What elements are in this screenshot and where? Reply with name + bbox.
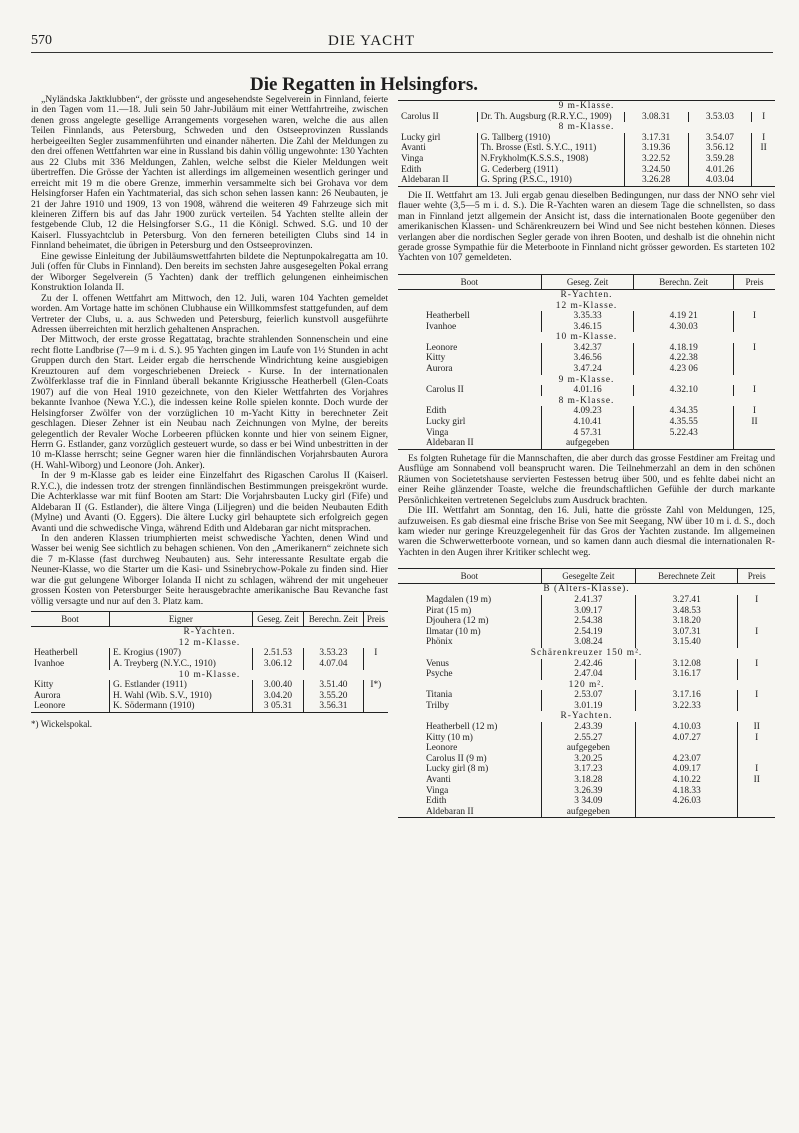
prize: I bbox=[733, 311, 775, 322]
sailed-time: 3.08.31 bbox=[624, 112, 688, 123]
owner: K. Södermann (1910) bbox=[110, 701, 253, 712]
section-heading-row bbox=[31, 638, 388, 649]
right-para-1 bbox=[398, 191, 775, 264]
corrected-time: 3.48.53 bbox=[635, 606, 737, 617]
boat-name: Aurora bbox=[426, 364, 453, 375]
corrected-time: 3.54.07 bbox=[688, 133, 752, 144]
sailed-time: 2.43.39 bbox=[541, 722, 635, 733]
table-row bbox=[398, 343, 775, 354]
sailed-time: 2.54.38 bbox=[541, 616, 635, 627]
section-heading: 8 m-Klasse. bbox=[558, 395, 615, 406]
section-heading-row bbox=[31, 627, 388, 638]
owner: H. Wahl (Wib. S.V., 1910) bbox=[110, 691, 253, 702]
page-number: 570 bbox=[31, 33, 52, 48]
prize: I bbox=[733, 385, 775, 396]
paragraph: Es folgten Ruhetage für die Mannschaften, die aber durch das grosse Festdiner am Freitag und Ausflüge am Sonnabend voll beansprucht waren. Die Teilnehmerzahl an dem in den schönen Räumen von Societetshause servierten Festessen betrug über 500, und es fehlte dabei nicht an einer Reihe glänzender Toaste, welche die freundschaftlichen Gefühle der durch markante Persönlichkeiten vertretenen Segelclubs zum Ausdruck brachten. bbox=[398, 452, 775, 506]
boat-name: Ivanhoe bbox=[34, 658, 65, 669]
column-header: Berechn. Zeit bbox=[304, 612, 364, 627]
sailed-time: 3.47.24 bbox=[541, 364, 634, 375]
owner: N.Frykholm(K.S.S.S., 1908) bbox=[477, 154, 624, 165]
section-heading-row bbox=[398, 711, 775, 722]
sailed-time: 3.42.37 bbox=[541, 343, 634, 354]
section-heading-row bbox=[398, 396, 775, 407]
boat-name: Carolus II bbox=[401, 111, 439, 122]
corrected-time: 3.56.31 bbox=[304, 701, 364, 712]
prize: I*) bbox=[363, 680, 388, 691]
results-table-1 bbox=[31, 611, 388, 713]
boat-name: Leonore bbox=[426, 342, 458, 353]
corrected-time: 4.23.07 bbox=[635, 754, 737, 765]
sailed-time: 2.51.53 bbox=[252, 648, 303, 659]
table-row bbox=[398, 311, 775, 322]
corrected-time: 4.32.10 bbox=[634, 385, 734, 396]
corrected-time: 3.22.33 bbox=[635, 701, 737, 712]
table-row bbox=[398, 143, 775, 154]
boat-name: Carolus II bbox=[426, 385, 464, 396]
boat-name: Aurora bbox=[34, 690, 61, 701]
owner: G. Tallberg (1910) bbox=[477, 133, 624, 144]
sailed-time: 3.01.19 bbox=[541, 701, 635, 712]
prize bbox=[733, 428, 775, 439]
section-heading: 9 m-Klasse. bbox=[558, 374, 615, 385]
section-heading-row bbox=[398, 375, 775, 386]
article-title: Die Regatten in Helsingfors. bbox=[250, 74, 478, 95]
sailed-time: 3.00.40 bbox=[252, 680, 303, 691]
table-row bbox=[398, 627, 775, 638]
corrected-time: 4.10.22 bbox=[635, 775, 737, 786]
boat-name: Heatherbell (12 m) bbox=[426, 722, 498, 733]
sailed-time: 4.10.41 bbox=[541, 417, 634, 428]
corrected-time: 4.26.03 bbox=[635, 796, 737, 807]
table-row bbox=[398, 175, 775, 186]
column-header: Eigner bbox=[110, 612, 253, 627]
boat-name: Edith bbox=[401, 164, 422, 175]
prize: II bbox=[733, 417, 775, 428]
boat-name: Heatherbell bbox=[426, 311, 470, 322]
table-header-row bbox=[398, 569, 775, 584]
section-heading-row bbox=[398, 332, 775, 343]
prize bbox=[363, 701, 388, 712]
right-para-3 bbox=[398, 506, 775, 558]
table-row bbox=[398, 722, 775, 733]
prize bbox=[738, 786, 775, 797]
table-row bbox=[398, 690, 775, 701]
prize bbox=[752, 165, 775, 176]
corrected-time: 4.07.04 bbox=[304, 659, 364, 670]
corrected-time: 4.30.03 bbox=[634, 322, 734, 333]
results-table-2 bbox=[398, 100, 775, 187]
column-header: Preis bbox=[738, 569, 775, 584]
table-row bbox=[398, 322, 775, 333]
column-header: Geseg. Zeit bbox=[252, 612, 303, 627]
corrected-time: 4.09.17 bbox=[635, 764, 737, 775]
section-heading: R-Yachten. bbox=[183, 627, 236, 638]
corrected-time: 3.15.40 bbox=[635, 637, 737, 648]
prize: I bbox=[738, 595, 775, 606]
prize bbox=[738, 606, 775, 617]
sailed-time: 4.01.16 bbox=[541, 385, 634, 396]
sailed-time: aufgegeben bbox=[541, 438, 634, 449]
boat-name: Vinga bbox=[426, 785, 449, 796]
section-heading: 9 m-Klasse. bbox=[558, 101, 615, 111]
paragraph: Eine gewisse Einleitung der Jubiläumswettfahrten bildete die Neptunpokalregatta am 10. Juli (offen für Clubs in Finnland). Den bereits im sechsten Jahre ausgesegelten Pokal errang der Wiborger Segelverein (5 Yachten) dank der trefflich gelungenen einheimischen Konstruktion Iolanda II. bbox=[31, 250, 388, 294]
boat-name: Leonore bbox=[426, 743, 458, 754]
paragraph: „Nyländska Jaktklubben“, der grösste und angesehendste Segelverein in Finnland, feierte in den Tagen vom 11.—18. Juli sein 50 Jahr-Jubiläum mit einer Wettfahrtreihe, zwischen denen gross angelegte gesellige Arrangements vorgesehen waren, welche die aus allen Teilen Finnlands, aus Petersburg, Schweden und den Ostseeprovinzen Russlands herbeigeeilten Segler zusammenführten und einander näherten. Die Zahl der Meldungen zu den drei offenen Wettfahrten war eine in Russland bis dahin völlig ungewohnte: 130 Yachten aus 22 Clubs mit 336 Meldungen, Zahlen, welche selbst die Kieler Meldungen weit übertreffen. Die Grösse der Yachten ist allerdings im allgemeinen wesentlich geringer und erreicht mit 19 m die obere Grenze, immerhin versammelte sich bei Grohava vor dem Helsingforser Hafen ein Yachtmaterial, das sich schon sehen lassen kann: 26 Neubauten, je 21 der Jahre 1910 und 1909, 13 von 1908, während die weiteren 49 Fahrzeuge sich mit kleineren Ziffern bis auf das Jahr 1900 zurück verteilen. 54 Yachten stellte allein der festgebende Club, 12 die Helsingforser S.G., 11 die Königl. Schwed. S.G. und 10 der Kaiserl. Flussyachtclub in Petersburg. Von den ferneren beteiligten Clubs sind 14 in Finnland beheimatet, die übrigen in Petersburg und den Ostseeprovinzen. bbox=[31, 94, 388, 252]
right-column bbox=[398, 100, 775, 818]
corrected-time: 3.16.17 bbox=[635, 669, 737, 680]
corrected-time: 3.51.40 bbox=[304, 680, 364, 691]
column-header: Preis bbox=[733, 275, 775, 290]
table-row bbox=[398, 595, 775, 606]
prize bbox=[738, 637, 775, 648]
results-table-3 bbox=[398, 274, 775, 450]
paragraph: Die II. Wettfahrt am 13. Juli ergab genau dieselben Bedingungen, nur dass der NNO sehr viel flauer wehte (3,5—5 m i. d. S.). Die R-Yachten waren an diesem Tage die schnellsten, so dass man in Finnland jetzt allgemein der Ansicht ist, dass die internationalen Boote gegenüber den amerikanischen Klassen- und Schärenkreuzern bei Wind und See nicht bestehen können. Dieses verlangen aber die nordischen Segler gerade von ihren Booten, und deshalb ist die ohnehin nicht gerade grosse Sympathie für die Meterboote in Finnland nicht grösser geworden. Es starteten 102 Yachten von 107 gemeldeten. bbox=[398, 189, 775, 264]
owner: A. Treyberg (N.Y.C., 1910) bbox=[110, 659, 253, 670]
sailed-time: 3.08.24 bbox=[541, 637, 635, 648]
section-heading-row bbox=[398, 584, 775, 595]
table-row bbox=[398, 754, 775, 765]
section-heading-row bbox=[398, 680, 775, 691]
column-header: Gesegelte Zeit bbox=[541, 569, 635, 584]
corrected-time: 4.10.03 bbox=[635, 722, 737, 733]
owner: Th. Brosse (Estl. S.Y.C., 1911) bbox=[477, 143, 624, 154]
owner: G. Cederberg (1911) bbox=[477, 165, 624, 176]
sailed-time: 3.17.23 bbox=[541, 764, 635, 775]
owner: G. Estlander (1911) bbox=[110, 680, 253, 691]
boat-name: Kitty (10 m) bbox=[426, 732, 473, 743]
boat-name: Aldebaran II bbox=[426, 438, 474, 449]
boat-name: Aldebaran II bbox=[401, 175, 449, 186]
corrected-time: 3.27.41 bbox=[635, 595, 737, 606]
corrected-time: 4.19 21 bbox=[634, 311, 734, 322]
corrected-time: 3.59.28 bbox=[688, 154, 752, 165]
corrected-time: 4.22.38 bbox=[634, 353, 734, 364]
sailed-time: 2.41.37 bbox=[541, 595, 635, 606]
paragraph: In den anderen Klassen triumphierten meist schwedische Yachten, denen Wind und Wasser bei wenig See sichtlich zu behagen schienen. Von den „Amerikanern“ zeichnete sich die 7 m-Klasse (fast durchweg Neubauten) aus. Sehr interessante Resultate ergab die Neuner-Klasse, wo die Starter um die Kasi- und Ssinebrychow-Pokale zu finden sind. Hier war die gut gelungene Wiborger Iolanda II nicht zu schlagen, während der mit ungeheuer grossen Kosten von Petersburger Seite herausgebrachte amerikanische Bau Revanche fast völlig versagte und nur auf den 3. Platz kam. bbox=[31, 533, 388, 607]
section-heading: 120 m². bbox=[568, 679, 605, 690]
column-header: Preis bbox=[363, 612, 388, 627]
sailed-time: 4.09.23 bbox=[541, 406, 634, 417]
boat-name: Lucky girl bbox=[426, 417, 466, 428]
prize bbox=[733, 364, 775, 375]
column-header: Boot bbox=[398, 275, 541, 290]
section-heading: R-Yachten. bbox=[560, 711, 613, 722]
section-heading: 10 m-Klasse. bbox=[178, 669, 241, 680]
table-row bbox=[398, 364, 775, 375]
prize bbox=[738, 616, 775, 627]
corrected-time: 4.03.04 bbox=[688, 175, 752, 186]
corrected-time: 3.07.31 bbox=[635, 627, 737, 638]
footnote: *) Wickelspokal. bbox=[31, 718, 92, 729]
prize bbox=[738, 796, 775, 807]
corrected-time: 3.12.08 bbox=[635, 659, 737, 670]
sailed-time: 3.17.31 bbox=[624, 133, 688, 144]
sailed-time: 3 05.31 bbox=[252, 701, 303, 712]
boat-name: Lucky girl (8 m) bbox=[426, 764, 489, 775]
owner: Dr. Th. Augsburg (R.R.Y.C., 1909) bbox=[477, 112, 624, 123]
boat-name: Aldebaran II bbox=[426, 806, 474, 817]
prize: I bbox=[733, 406, 775, 417]
boat-name: Djouhera (12 m) bbox=[426, 616, 489, 627]
table-row bbox=[398, 133, 775, 144]
table-row bbox=[398, 406, 775, 417]
prize bbox=[738, 754, 775, 765]
sailed-time: 2.53.07 bbox=[541, 690, 635, 701]
sailed-time: 3.26.39 bbox=[541, 786, 635, 797]
prize bbox=[738, 669, 775, 680]
left-body-text bbox=[31, 95, 388, 607]
table-row bbox=[398, 616, 775, 627]
boat-name: Pirat (15 m) bbox=[426, 605, 472, 616]
corrected-time: 3.53.23 bbox=[304, 648, 364, 659]
table-row bbox=[398, 659, 775, 670]
table-row bbox=[398, 743, 775, 754]
table-header-row bbox=[398, 275, 775, 290]
boat-name: Avanti bbox=[426, 775, 451, 786]
boat-name: Ivanhoe bbox=[426, 321, 457, 332]
prize: I bbox=[738, 733, 775, 744]
boat-name: Venus bbox=[426, 658, 449, 669]
table-row bbox=[31, 691, 388, 702]
table-row bbox=[31, 701, 388, 712]
prize: I bbox=[738, 659, 775, 670]
table-row bbox=[398, 786, 775, 797]
prize: II bbox=[752, 143, 775, 154]
corrected-time: 3.55.20 bbox=[304, 691, 364, 702]
paragraph: In der 9 m-Klasse gab es leider eine Einzelfahrt des Rigaschen Carolus II (Kaiserl. R.Y.C.), die indessen trotz der strengen finnländischen Bestimmungen preisgekrönt wurde. Die Achterklasse war mit fünf Booten am Start: Die Vorjahrsbauten Lucky girl (Fife) und Aldebaran II (G. Estlander), die ältere Vinga (Liljegren) und die beiden Neubauten Edith (Mylne) und Avanti (O. Eggers). Die ältere Lucky girl behauptete sich erfolgreich gegen Avanti und die schwedische Vinga, während Edith und Aldebaran gar nicht mitsprachen. bbox=[31, 470, 388, 534]
column-header: Berechnete Zeit bbox=[635, 569, 737, 584]
table-row bbox=[398, 796, 775, 807]
boat-name: Lucky girl bbox=[401, 132, 441, 143]
sailed-time: 2.54.19 bbox=[541, 627, 635, 638]
prize bbox=[752, 154, 775, 165]
table-row bbox=[398, 353, 775, 364]
corrected-time: 4.07.27 bbox=[635, 733, 737, 744]
prize bbox=[738, 701, 775, 712]
table-row bbox=[398, 807, 775, 818]
sailed-time: 3.22.52 bbox=[624, 154, 688, 165]
section-heading: B (Alters-Klasse). bbox=[543, 584, 630, 595]
corrected-time bbox=[635, 743, 737, 754]
section-heading-row bbox=[31, 670, 388, 681]
table-row bbox=[31, 659, 388, 670]
prize: II bbox=[738, 722, 775, 733]
sailed-time: 3.35.33 bbox=[541, 311, 634, 322]
corrected-time: 3.56.12 bbox=[688, 143, 752, 154]
sailed-time: 3.26.28 bbox=[624, 175, 688, 186]
left-column bbox=[31, 95, 388, 729]
table-row bbox=[398, 669, 775, 680]
boat-name: Titania bbox=[426, 690, 453, 701]
prize: I bbox=[738, 690, 775, 701]
sailed-time: aufgegeben bbox=[541, 743, 635, 754]
corrected-time: 4.18.33 bbox=[635, 786, 737, 797]
table-row bbox=[398, 417, 775, 428]
prize: I bbox=[733, 343, 775, 354]
section-heading: R-Yachten. bbox=[560, 289, 613, 300]
prize bbox=[733, 438, 775, 449]
corrected-time: 4.01.26 bbox=[688, 165, 752, 176]
section-heading: 12 m-Klasse. bbox=[555, 300, 618, 311]
boat-name: Vinga bbox=[426, 427, 449, 438]
table-row bbox=[398, 775, 775, 786]
section-heading: 8 m-Klasse. bbox=[558, 122, 615, 133]
table-row bbox=[398, 606, 775, 617]
corrected-time bbox=[634, 438, 734, 449]
column-header: Berechn. Zeit bbox=[634, 275, 734, 290]
boat-name: Vinga bbox=[401, 153, 424, 164]
boat-name: Ilmatar (10 m) bbox=[426, 626, 481, 637]
sailed-time: 3.04.20 bbox=[252, 691, 303, 702]
sailed-time: 3.20.25 bbox=[541, 754, 635, 765]
boat-name: Magdalen (19 m) bbox=[426, 594, 492, 605]
boat-name: Edith bbox=[426, 406, 447, 417]
prize bbox=[738, 807, 775, 818]
column-header: Boot bbox=[398, 569, 541, 584]
paragraph: Zu der I. offenen Wettfahrt am Mittwoch, den 12. Juli, waren 104 Yachten gemeldet worden. Am Vortage hatte im schönen Clubhause ein Willkommsfest stattgefunden, auf dem Vertreter der Clubs, u. a. aus Schweden und Petersburg, feierlich kunstvoll ausgeführte Adressen überreichten mit herzlich gehaltenen Ansprachen. bbox=[31, 292, 388, 335]
prize bbox=[733, 322, 775, 333]
sailed-time: 3.09.17 bbox=[541, 606, 635, 617]
corrected-time: 5.22.43 bbox=[634, 428, 734, 439]
prize: I bbox=[738, 627, 775, 638]
sailed-time: aufgegeben bbox=[541, 807, 635, 818]
table-row bbox=[398, 438, 775, 449]
table-row bbox=[398, 733, 775, 744]
prize: II bbox=[738, 775, 775, 786]
boat-name: Trilby bbox=[426, 700, 450, 711]
boat-name: Psyche bbox=[426, 669, 453, 680]
table-row bbox=[398, 385, 775, 396]
owner: E. Krogius (1907) bbox=[110, 648, 253, 659]
column-header: Geseg. Zeit bbox=[541, 275, 634, 290]
magazine-title: DIE YACHT bbox=[328, 33, 416, 49]
sailed-time: 2.42.46 bbox=[541, 659, 635, 670]
section-heading: Schärenkreuzer 150 m². bbox=[530, 647, 643, 658]
section-heading-row bbox=[398, 648, 775, 659]
corrected-time: 4.23 06 bbox=[634, 364, 734, 375]
corrected-time bbox=[635, 807, 737, 818]
boat-name: Carolus II (9 m) bbox=[426, 753, 487, 764]
prize: I bbox=[752, 133, 775, 144]
sailed-time: 3.06.12 bbox=[252, 659, 303, 670]
table-row bbox=[31, 648, 388, 659]
boat-name: Phönix bbox=[426, 637, 453, 648]
corrected-time: 4.34.35 bbox=[634, 406, 734, 417]
prize bbox=[752, 175, 775, 186]
table-row bbox=[398, 165, 775, 176]
boat-name: Heatherbell bbox=[34, 648, 78, 659]
sailed-time: 2.55.27 bbox=[541, 733, 635, 744]
corrected-time: 3.53.03 bbox=[688, 112, 752, 123]
column-header: Boot bbox=[31, 612, 110, 627]
corrected-time: 4.18.19 bbox=[634, 343, 734, 354]
section-heading-row bbox=[398, 122, 775, 133]
prize bbox=[738, 743, 775, 754]
corrected-time: 3.18.20 bbox=[635, 616, 737, 627]
prize bbox=[363, 659, 388, 670]
section-heading-row bbox=[398, 101, 775, 112]
section-heading-row bbox=[398, 289, 775, 300]
sailed-time: 3.18.28 bbox=[541, 775, 635, 786]
owner: G. Spring (P.S.C., 1910) bbox=[477, 175, 624, 186]
sailed-time: 3.24.50 bbox=[624, 165, 688, 176]
boat-name: Kitty bbox=[34, 680, 54, 691]
prize bbox=[733, 353, 775, 364]
prize: I bbox=[363, 648, 388, 659]
results-table-4 bbox=[398, 568, 775, 818]
corrected-time: 4.35.55 bbox=[634, 417, 734, 428]
table-row bbox=[398, 701, 775, 712]
table-row bbox=[398, 764, 775, 775]
sailed-time: 2.47.04 bbox=[541, 669, 635, 680]
sailed-time: 3.19.36 bbox=[624, 143, 688, 154]
boat-name: Edith bbox=[426, 796, 447, 807]
table-row bbox=[398, 428, 775, 439]
header-rule bbox=[31, 52, 773, 53]
sailed-time: 3.46.56 bbox=[541, 353, 634, 364]
corrected-time: 3.17.16 bbox=[635, 690, 737, 701]
table-row bbox=[31, 680, 388, 691]
paragraph: Die III. Wettfahrt am Sonntag, den 16. Juli, hatte die grösste Zahl von Meldungen, 125, aufzuweisen. Es gab diesmal eine frische Brise von See mit Seegang, NW über 10 m i. d. S., doch kam wieder nur geringe Kreuzgelegenheit für das Gros der Yachten zustande. Im allgemeinen waren die Schwerwetterboote vornean, und so kamen dann auch diesmal die internationalen R-Yachten in den Augen ihrer Kritiker schlecht weg. bbox=[398, 505, 775, 558]
prize: I bbox=[752, 112, 775, 123]
table-header-row bbox=[31, 612, 388, 627]
sailed-time: 3 34.09 bbox=[541, 796, 635, 807]
prize: I bbox=[738, 764, 775, 775]
sailed-time: 3.46.15 bbox=[541, 322, 634, 333]
boat-name: Avanti bbox=[401, 143, 426, 154]
paragraph: Der Mittwoch, der erste grosse Regattatag, brachte strahlenden Sonnenschein und eine recht flotte Landbrise (7—9 m i. d. S.). 95 Yachten gingen im Laufe von 1½ Stunden in acht Gruppen durch den Start. Leider ergab die herrschende Windrichtung keine ausgiebigen Kreuztouren auf dem vorgeschriebenen Dreieck - Kurse. In der internationalen Zwölferklasse traf die in Finnland überall bekannte Krigiussche Heatherbell (Glen-Coats 1907) auf die von Heal 1910 gezeichnete, von den Kieler Wettfahrten des Vorjahres bekannte Ivanhoe (Newa Y.C.), die indessen keine Rolle spielen konnte. Doch wurde der Helsingforser Zwölfer von der vorzüglichen 10 m-Yacht Kitty in berechneter Zeit geschlagen. Dieser Zehner ist ein Neubau nach Zeichnungen von Mylne, der bereits gelegentlich der Revaler Woche Lorbeeren pflücken konnte und hier von seinem Eigner, Herrn G. Estlander, ganz vorzüglich gesteuert wurde, so dass er bei Wind unbestritten in der 10 m-Klasse herrscht; seine Gegner waren hier die finnländischen Vorjahrsbauten Aurora (H. Wahl-Wiborg) und Leonore (Joh. Anker). bbox=[31, 334, 388, 471]
section-heading: 12 m-Klasse. bbox=[178, 637, 241, 648]
prize bbox=[363, 691, 388, 702]
right-para-2 bbox=[398, 454, 775, 506]
table-row bbox=[398, 154, 775, 165]
sailed-time: 4 57.31 bbox=[541, 428, 634, 439]
section-heading: 10 m-Klasse. bbox=[555, 332, 618, 343]
table-row bbox=[398, 637, 775, 648]
boat-name: Kitty bbox=[426, 353, 446, 364]
table-row bbox=[398, 112, 775, 123]
section-heading-row bbox=[398, 301, 775, 312]
boat-name: Leonore bbox=[34, 701, 66, 712]
